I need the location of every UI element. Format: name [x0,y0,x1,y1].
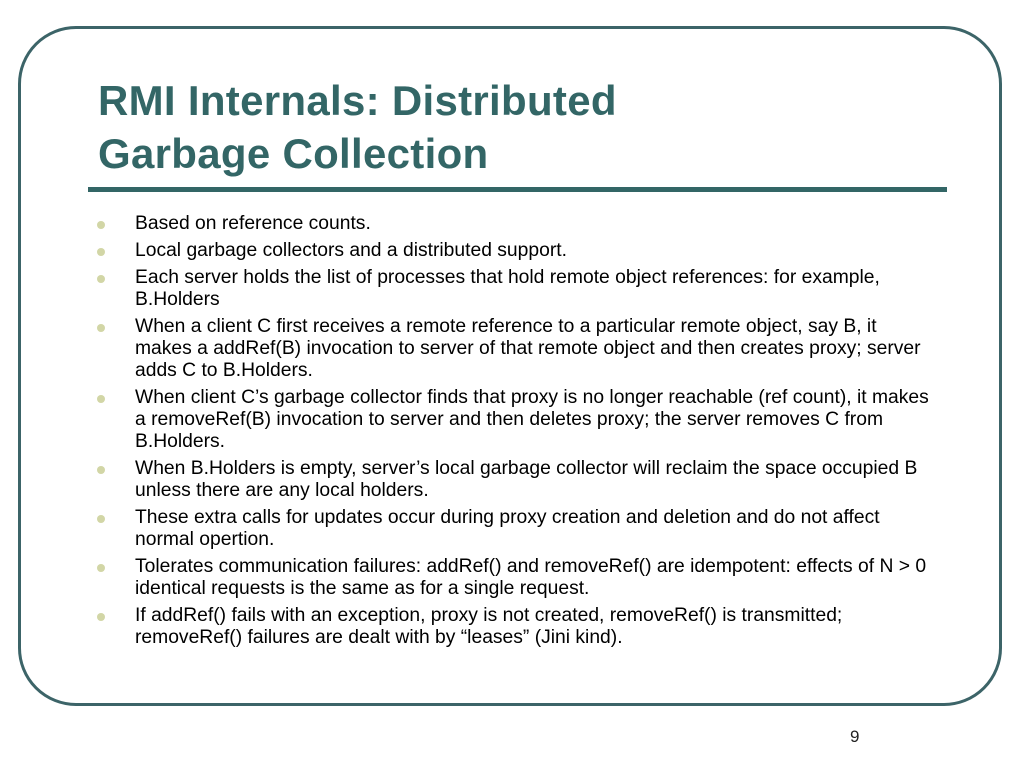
bullet-dot-icon [97,221,105,229]
bullet-dot-icon [97,466,105,474]
bullet-item [97,556,937,600]
bullet-dot-icon [97,564,105,572]
bullet-text: When client C’s garbage collector finds that proxy is no longer reachable (ref count), it makes a removeRef(B) invocation to server and then deletes proxy; the server removes C from B.Holders. [135,387,929,452]
bullet-text: If addRef() fails with an exception, proxy is not created, removeRef() is transmitted; removeRef() failures are dealt with by “leases” (Jini kind). [135,605,843,648]
bullet-text: When a client C first receives a remote reference to a particular remote object, say B, it makes a addRef(B) invocation to server of that remote object and then creates proxy; server adds C to B.Holders. [135,316,921,381]
bullet-item [97,240,937,262]
bullet-item [97,213,937,235]
bullet-text: Tolerates communication failures: addRef() and removeRef() are idempotent: effects of N > 0 identical requests is the same as for a single request. [135,556,927,599]
bullet-text: These extra calls for updates occur during proxy creation and deletion and do not affect normal opertion. [135,507,880,550]
slide-title-line-1: RMI Internals: Distributed [98,77,617,124]
bullet-list [97,213,937,654]
bullet-text: Local garbage collectors and a distributed support. [135,240,567,261]
bullet-item [97,458,937,502]
bullet-dot-icon [97,324,105,332]
bullet-text: When B.Holders is empty, server’s local garbage collector will reclaim the space occupied B unless there are any local holders. [135,458,918,501]
page-number: 9 [850,727,860,746]
bullet-item [97,605,937,649]
bullet-item [97,316,937,382]
bullet-dot-icon [97,395,105,403]
slide-title-line-2: Garbage Collection [98,130,489,177]
bullet-item [97,267,937,311]
bullet-dot-icon [97,515,105,523]
slide-title [98,74,948,180]
bullet-text: Based on reference counts. [135,213,371,234]
title-divider [88,187,947,192]
bullet-dot-icon [97,613,105,621]
bullet-dot-icon [97,275,105,283]
bullet-item [97,387,937,453]
bullet-dot-icon [97,248,105,256]
bullet-text: Each server holds the list of processes that hold remote object references: for example, B.Holders [135,267,880,310]
bullet-item [97,507,937,551]
